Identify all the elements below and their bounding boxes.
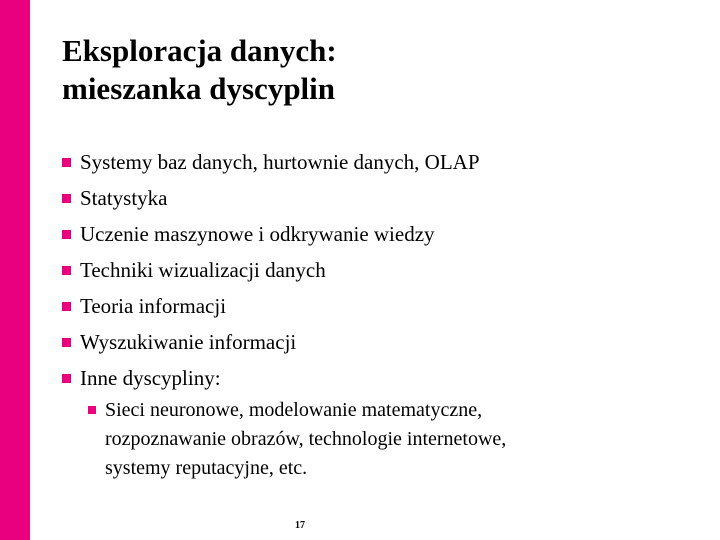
bullet-item: Statystyka xyxy=(62,180,702,216)
bullet-list xyxy=(62,144,702,396)
square-bullet-icon xyxy=(88,406,96,414)
square-bullet-icon xyxy=(62,302,71,311)
bullet-item: Teoria informacji xyxy=(62,288,702,324)
sub-bullet xyxy=(88,396,665,483)
sub-bullet-line: systemy reputacyjne, etc. xyxy=(105,457,308,479)
square-bullet-icon xyxy=(62,194,71,203)
sub-bullet-line: Sieci neuronowe, modelowanie matematyczne, xyxy=(105,399,483,421)
bullet-item: Inne dyscypliny: xyxy=(62,360,702,396)
bullet-item: Uczenie maszynowe i odkrywanie wiedzy xyxy=(62,216,702,252)
bullet-item: Wyszukiwanie informacji xyxy=(62,324,702,360)
page-number: 17 xyxy=(295,520,305,531)
title-line-1: Eksploracja danych: xyxy=(62,33,337,68)
square-bullet-icon xyxy=(62,230,71,239)
title-line-2: mieszanka dyscyplin xyxy=(62,71,336,106)
bullet-item: Systemy baz danych, hurtownie danych, OLAP xyxy=(62,144,702,180)
square-bullet-icon xyxy=(62,338,71,347)
square-bullet-icon xyxy=(62,158,71,167)
slide-title xyxy=(62,32,682,108)
sub-bullet-line: rozpoznawanie obrazów, technologie internetowe, xyxy=(105,428,507,450)
accent-bar xyxy=(0,0,30,540)
square-bullet-icon xyxy=(62,374,71,383)
bullet-item: Techniki wizualizacji danych xyxy=(62,252,702,288)
square-bullet-icon xyxy=(62,266,71,275)
